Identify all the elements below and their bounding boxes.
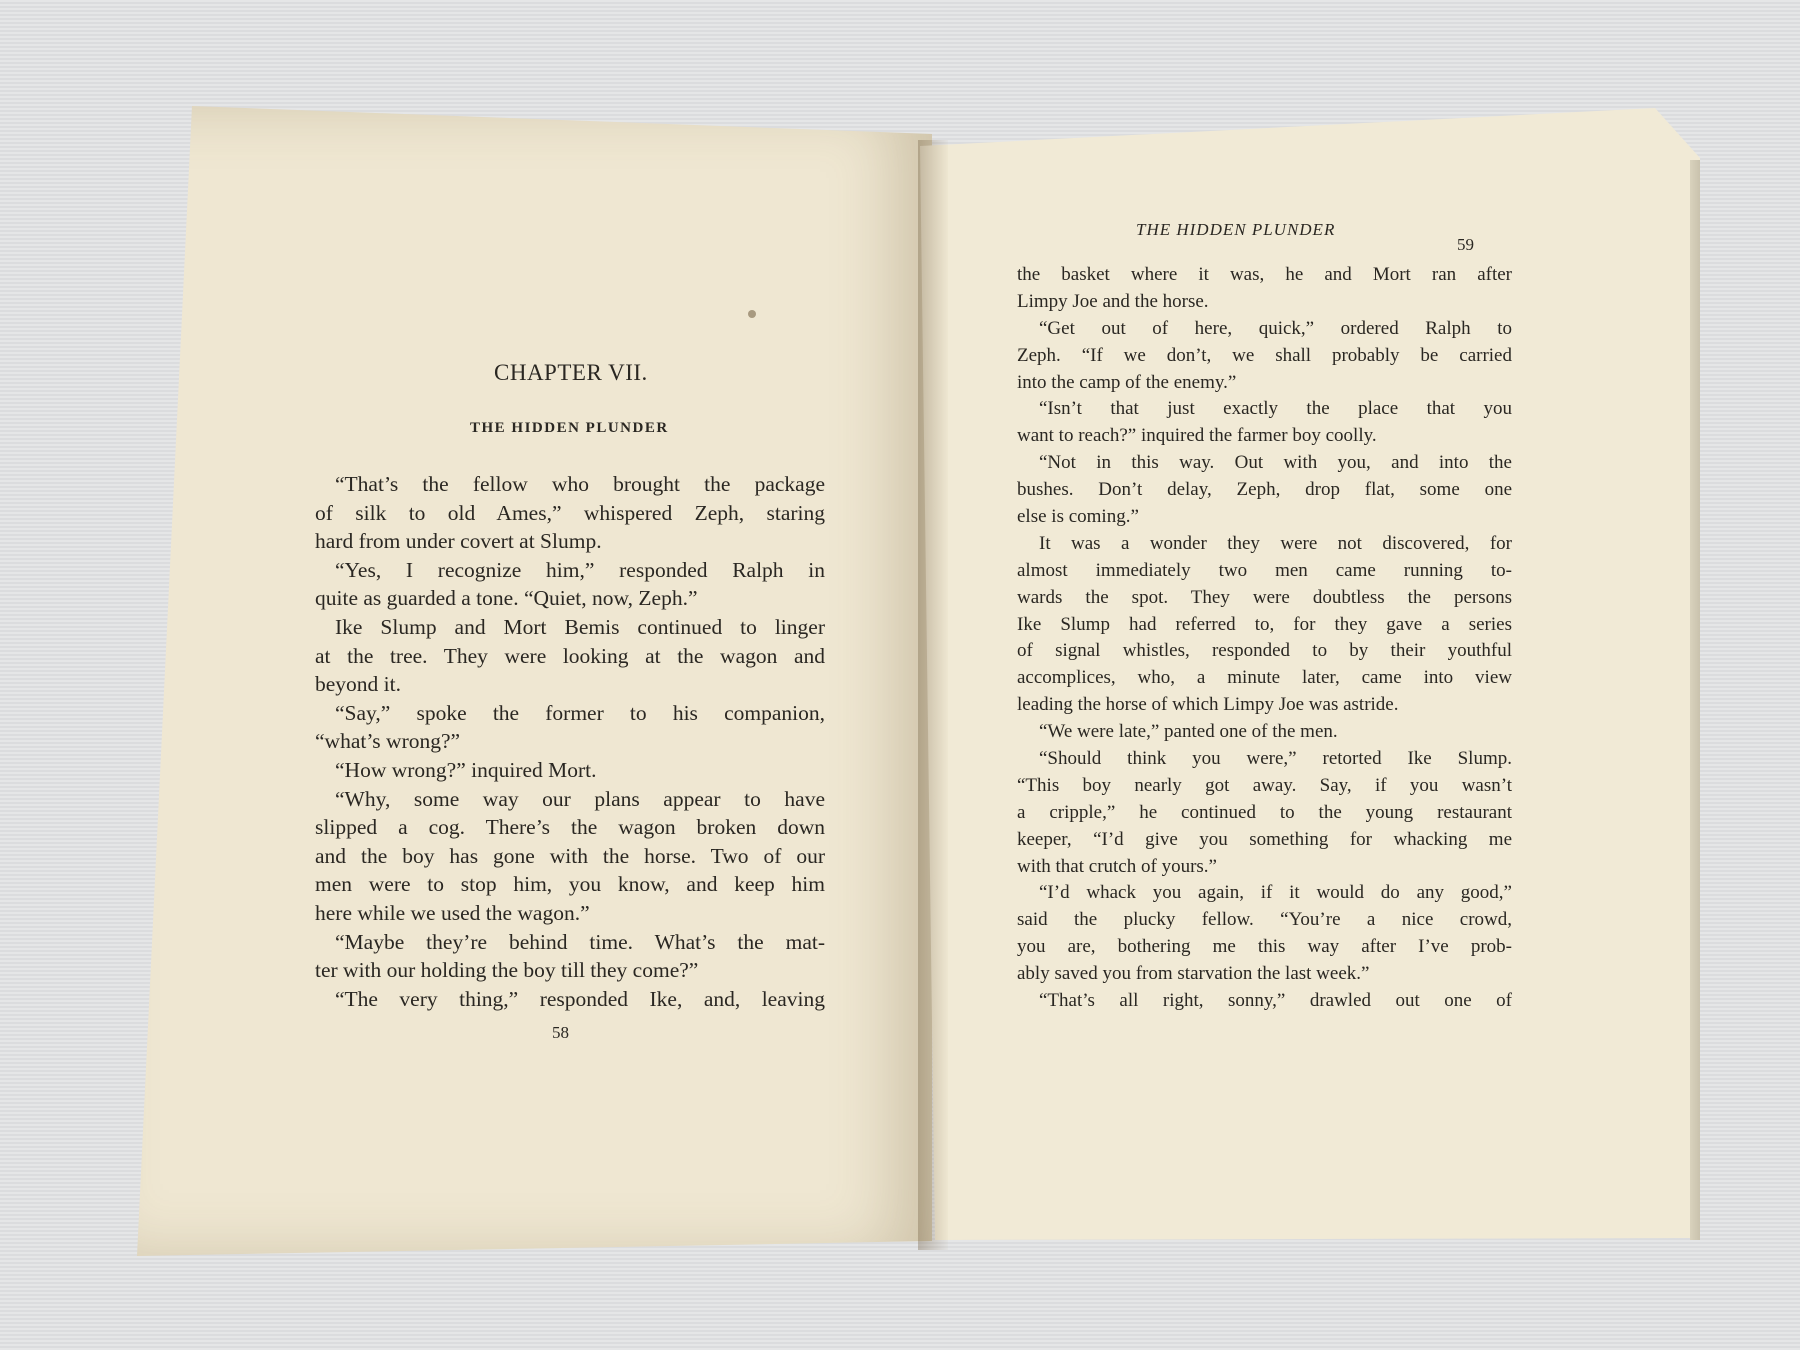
page-number-right: 59 <box>1457 235 1474 254</box>
text-line: “That’s all right, sonny,” drawled out one of <box>1039 990 1512 1012</box>
page-edges <box>1690 160 1700 1240</box>
text-line: “Why, some way our plans appear to have <box>335 786 825 811</box>
text-line: almost immediately two men came running to- <box>1017 559 1512 581</box>
text-line: “We were late,” panted one of the men. <box>1039 721 1338 743</box>
text-line: into the camp of the enemy.” <box>1017 371 1237 393</box>
text-line: ter with our holding the boy till they come?” <box>315 958 699 983</box>
text-line: hard from under covert at Slump. <box>315 529 602 554</box>
text-line: slipped a cog. There’s the wagon broken down <box>315 815 825 840</box>
text-line: “That’s the fellow who brought the package <box>335 472 825 496</box>
left-page-text <box>315 470 825 1013</box>
text-line: here while we used the wagon.” <box>315 900 590 925</box>
text-line: said the plucky fellow. “You’re a nice crowd, <box>1017 909 1512 931</box>
chapter-subtitle: THE HIDDEN PLUNDER <box>470 420 669 436</box>
text-line: at the tree. They were looking at the wagon and <box>315 643 825 668</box>
text-line: you are, bothering me this way after I’ve prob- <box>1017 936 1512 958</box>
running-head: THE HIDDEN PLUNDER <box>1136 220 1336 239</box>
text-line: bushes. Don’t delay, Zeph, drop flat, some one <box>1017 479 1512 501</box>
text-line: “Get out of here, quick,” ordered Ralph to <box>1039 317 1512 339</box>
text-line: want to reach?” inquired the farmer boy coolly. <box>1017 425 1377 447</box>
text-line: Ike Slump had referred to, for they gave a series <box>1017 613 1512 635</box>
text-line: beyond it. <box>315 672 401 697</box>
text-line: quite as guarded a tone. “Quiet, now, Zeph.” <box>315 586 698 611</box>
text-line: and the boy has gone with the horse. Two of our <box>315 843 825 868</box>
text-line: “Yes, I recognize him,” responded Ralph in <box>335 557 825 582</box>
paper-speck <box>748 310 756 318</box>
text-line: “Should think you were,” retorted Ike Slump. <box>1039 748 1512 770</box>
text-line: Zeph. “If we don’t, we shall probably be carried <box>1017 344 1512 366</box>
text-line: the basket where it was, he and Mort ran after <box>1017 264 1512 285</box>
text-line: “Isn’t that just exactly the place that you <box>1039 398 1512 420</box>
text-line: “Not in this way. Out with you, and into the <box>1039 452 1512 474</box>
text-line: with that crutch of yours.” <box>1017 855 1217 877</box>
text-line: “I’d whack you again, if it would do any good,” <box>1039 882 1512 904</box>
text-line: accomplices, who, a minute later, came into view <box>1017 667 1512 689</box>
text-line: “How wrong?” inquired Mort. <box>335 757 597 782</box>
text-line: else is coming.” <box>1017 506 1139 528</box>
text-line: men were to stop him, you know, and keep him <box>315 872 825 897</box>
text-line: keeper, “I’d give you something for whacking me <box>1017 828 1512 850</box>
text-line: a cripple,” he continued to the young restaurant <box>1017 801 1512 823</box>
text-line: of silk to old Ames,” whispered Zeph, staring <box>315 500 825 525</box>
right-page-text <box>1017 262 1512 1015</box>
text-line: Limpy Joe and the horse. <box>1017 290 1209 312</box>
text-line: “The very thing,” responded Ike, and, leaving <box>335 986 825 1011</box>
text-line: wards the spot. They were doubtless the persons <box>1017 586 1512 608</box>
page-number-left: 58 <box>552 1023 569 1042</box>
book-spine <box>918 140 948 1250</box>
text-line: It was a wonder they were not discovered, for <box>1039 532 1512 554</box>
text-line: leading the horse of which Limpy Joe was astride. <box>1017 694 1399 716</box>
chapter-title: CHAPTER VII. <box>494 360 648 385</box>
text-line: of signal whistles, responded to by their youthful <box>1017 640 1512 662</box>
text-line: “Maybe they’re behind time. What’s the mat- <box>335 929 825 954</box>
text-line: “what’s wrong?” <box>315 729 461 754</box>
text-line: “This boy nearly got away. Say, if you wasn’t <box>1017 774 1512 796</box>
text-line: Ike Slump and Mort Bemis continued to linger <box>335 614 825 639</box>
text-line: ably saved you from starvation the last week.” <box>1017 963 1370 985</box>
text-line: “Say,” spoke the former to his companion, <box>335 700 825 725</box>
